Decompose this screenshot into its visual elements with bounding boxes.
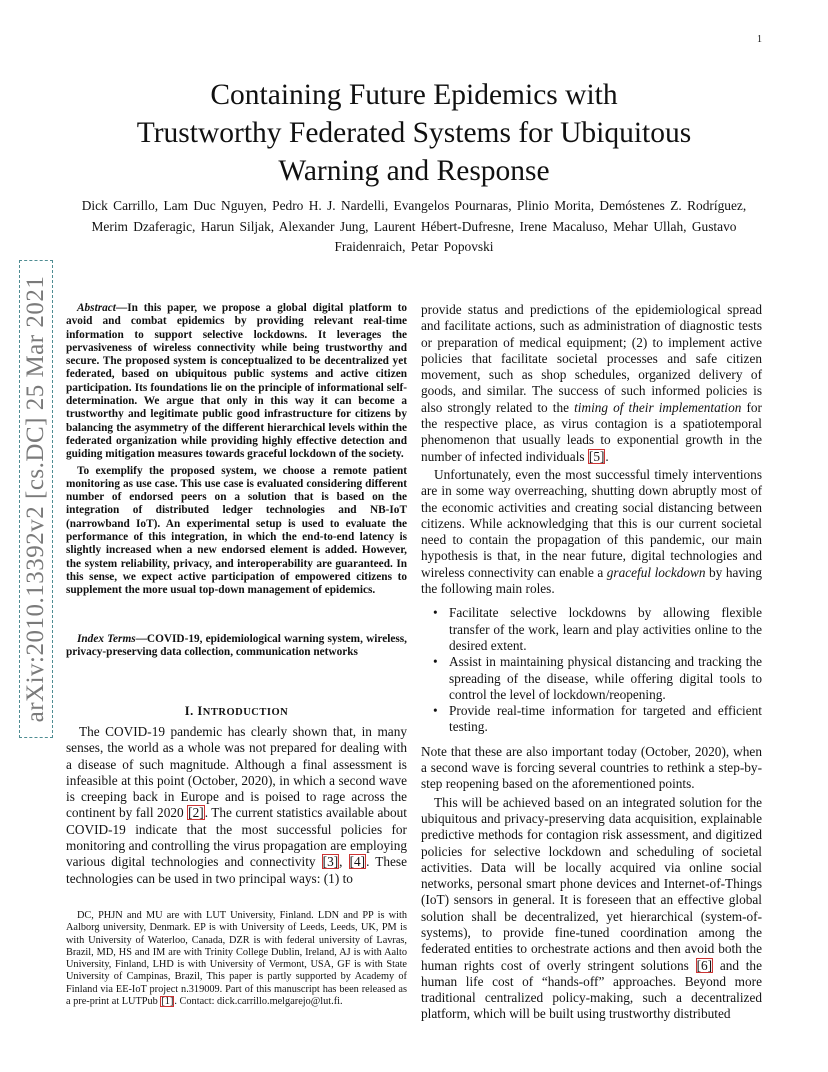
- intro-text-b: . The current statistics available about COVID-19 indicate that the most successful policies for monitoring and controlling the virus propagation are employing various digital technologies and connectivity: [66, 805, 408, 870]
- section-title-rest: NTRODUCTION: [202, 707, 289, 718]
- section-initial: I: [197, 704, 203, 718]
- abstract-paragraph-1: [66, 302, 407, 462]
- footnote-text: DC, PHJN and MU are with LUT University, Finland. LDN and PP is with Aalborg university, Denmark. EP is with University of Leeds, Leeds, UK, PM is with University of Waterloo, Canada, DZR is with federal university of Lavras, Brazil, MD, HS and IM are with Trinity College Dublin, Ireland, AJ is with Aalto University, Finland, LHD is with University of Vermont, USA, GF is with State University of Campinas, Brazil, This paper is partly supported by Academy of Finland via EE-IoT project n.319009. Part of this manuscript has been released as a pre-print at LUTPub: [66, 910, 407, 1008]
- page-number: 1: [757, 34, 762, 45]
- right-text-2b: by having the following main roles.: [421, 564, 763, 597]
- section-numeral: I.: [184, 704, 198, 718]
- right-text-1c: .: [605, 448, 609, 464]
- abstract-label: Abstract: [77, 302, 116, 314]
- right-paragraph-3: Note that these are also important today (October, 2020), when a second wave is forcing several countries to rethink a step-by-step reopening based on the aforementioned points.: [421, 743, 762, 792]
- abstract-text-1: —In this paper, we propose a global digital platform to avoid and combat epidemics by providing relevant real-time information to support selective lockdowns. It leverages the pervasiveness of wireless connectivity while being trustworthy and secure. The proposed system is conceptualized to be decentralized yet federated, based on ubiquitous public systems and active citizen participation. Its foundations lie on the principle of informational self-determination. We argue that only in this way it can become a trustworthy and legitimate public good infrastructure for citizens by balancing the asymmetry of the different hierarchical levels within the federated organization while providing highly effective detection and guiding mitigation measures towards graceful lockdown of the society.: [66, 302, 407, 461]
- index-terms: [66, 633, 407, 660]
- abstract: [66, 302, 407, 598]
- right-paragraph-1: [421, 302, 762, 465]
- arxiv-identifier-text: arXiv:2010.13392v2 [cs.DC] 25 Mar 2021: [22, 275, 49, 723]
- index-terms-text: —COVID-19, epidemiological warning system, wireless, privacy-preserving data collection, communication networks: [66, 633, 407, 659]
- citation-link-3[interactable]: [3]: [322, 854, 339, 870]
- citation-link-6[interactable]: [6]: [696, 957, 713, 973]
- intro-text-c: . These technologies can be used in two principal ways: (1) to: [66, 854, 407, 886]
- abstract-paragraph-2: To exemplify the proposed system, we choose a remote patient monitoring as use case. This use case is evaluated considering different number of endorsed peers on a solution that is based on the integration of distributed ledger technologies and NB-IoT (narrowband IoT). An experimental setup is used to evaluate the performance of this integration, in which the end-to-end latency is slightly increased when a new endorsed element is added. However, the system reliability, privacy, and interoperability are guaranteed. In this sense, we expect active participation of empowered citizens to supplement the more usual top-down management of epidemics.: [66, 464, 407, 597]
- roles-bullet-list: [421, 605, 762, 735]
- footnote-paragraph: [66, 910, 407, 1008]
- list-item: • Provide real-time information for targeted and efficient testing.: [449, 703, 762, 736]
- introduction-body: [66, 724, 407, 887]
- right-emphasis-2: graceful lockdown: [606, 564, 706, 580]
- title-line-2: Trustworthy Federated Systems for Ubiquitous: [136, 117, 692, 149]
- title-line-3: Warning and Response: [278, 155, 550, 187]
- right-text-1b: for the respective place, as virus contagion is a spatiotemporal phenomenon that usually leads to exponential growth in the number of infected individuals: [421, 399, 762, 464]
- footnote-contact: . Contact: dick.carrillo.melgarejo@lut.fi.: [174, 996, 343, 1008]
- index-terms-label: Index Terms: [77, 633, 136, 645]
- right-paragraph-4: [421, 795, 762, 1023]
- title-line-1: Containing Future Epidemics with: [210, 79, 618, 111]
- list-item: • Facilitate selective lockdowns by allowing flexible transfer of the work, learn and play activities online to the desired extent.: [449, 605, 762, 654]
- arxiv-identifier-stamp[interactable]: [19, 260, 53, 738]
- right-column-body: [421, 302, 762, 1023]
- citation-link-5[interactable]: [5]: [588, 448, 605, 464]
- citation-link-2[interactable]: [2]: [188, 805, 204, 821]
- list-item: • Assist in maintaining physical distancing and tracking the spreading of the disease, while offering digital tools to control the level of lockdown/reopening.: [449, 654, 762, 703]
- citation-link-1[interactable]: [1]: [161, 996, 174, 1008]
- intro-citation-separator: ,: [339, 854, 349, 870]
- author-list: Dick Carrillo, Lam Duc Nguyen, Pedro H. J. Nardelli, Evangelos Pournaras, Plinio Morita, Demóstenes Z. Rodríguez, Merim Dzaferagic, Harun Siljak, Alexander Jung, Laurent Hébert-Dufresne, Irene Macaluso, Mehar Ullah, Gustavo Fraidenraich, Petar Popovski: [81, 198, 747, 254]
- right-text-2a: Unfortunately, even the most successful timely interventions are in some way overreaching, shutting down abruptly most of the economic activities and creating social distancing between citizens. While acknowledging that this is our current societal need to contain the propagation of this pandemic, our main hypothesis is that, in the near future, digital technologies and wireless connectivity can enable a: [421, 466, 762, 580]
- intro-paragraph-1: [66, 724, 407, 887]
- right-emphasis-1: timing of their implementation: [574, 399, 742, 415]
- paper-title: [60, 76, 768, 190]
- right-text-1a: provide status and predictions of the epidemiological spread and facilitate actions, such as administration of diagnostic tests or preparation of medical equipment; (2) to implement active policies that facilitate societal processes and safe citizen movement, such as shop schedules, organized delivery of goods, and similar. The success of such informed policies is also strongly related to the: [421, 302, 762, 415]
- section-heading-introduction: [66, 704, 407, 719]
- right-text-4a: This will be achieved based on an integrated solution for the ubiquitous and privacy-preserving data acquisition, explainable predictive methods for contagion risk assessment, and digitized policies for selective lockdown and scheduling of societal activities. Data will be locally acquired via online social networks, personal smart phone devices and Internet-of-Things (IoT) sensors in general. It is foreseen that an effective global solution shall be decentralized, yet hierarchical (system-of-systems), to provide fine-tuned coordination among the federated entities to orchestrate actions and then avoid both the human rights cost of overly stringent solutions: [421, 794, 762, 973]
- right-text-4b: and the human life cost of “hands-off” approaches. Beyond more traditional centralized policy-making, such a decentralized platform, which will be built using trustworthy distributed: [421, 957, 762, 1022]
- intro-text-a: The COVID-19 pandemic has clearly shown that, in many senses, the world as a whole was not prepared for dealing with a disease of such magnitude. Although a final assessment is infeasible at this point (October, 2020), in which a second wave is creeping back in Europe and is poised to rage across the continent by fall 2020: [66, 724, 407, 821]
- citation-link-4[interactable]: [4]: [349, 854, 366, 870]
- right-paragraph-2: [421, 467, 762, 597]
- author-affiliation-footnote: [66, 910, 407, 1008]
